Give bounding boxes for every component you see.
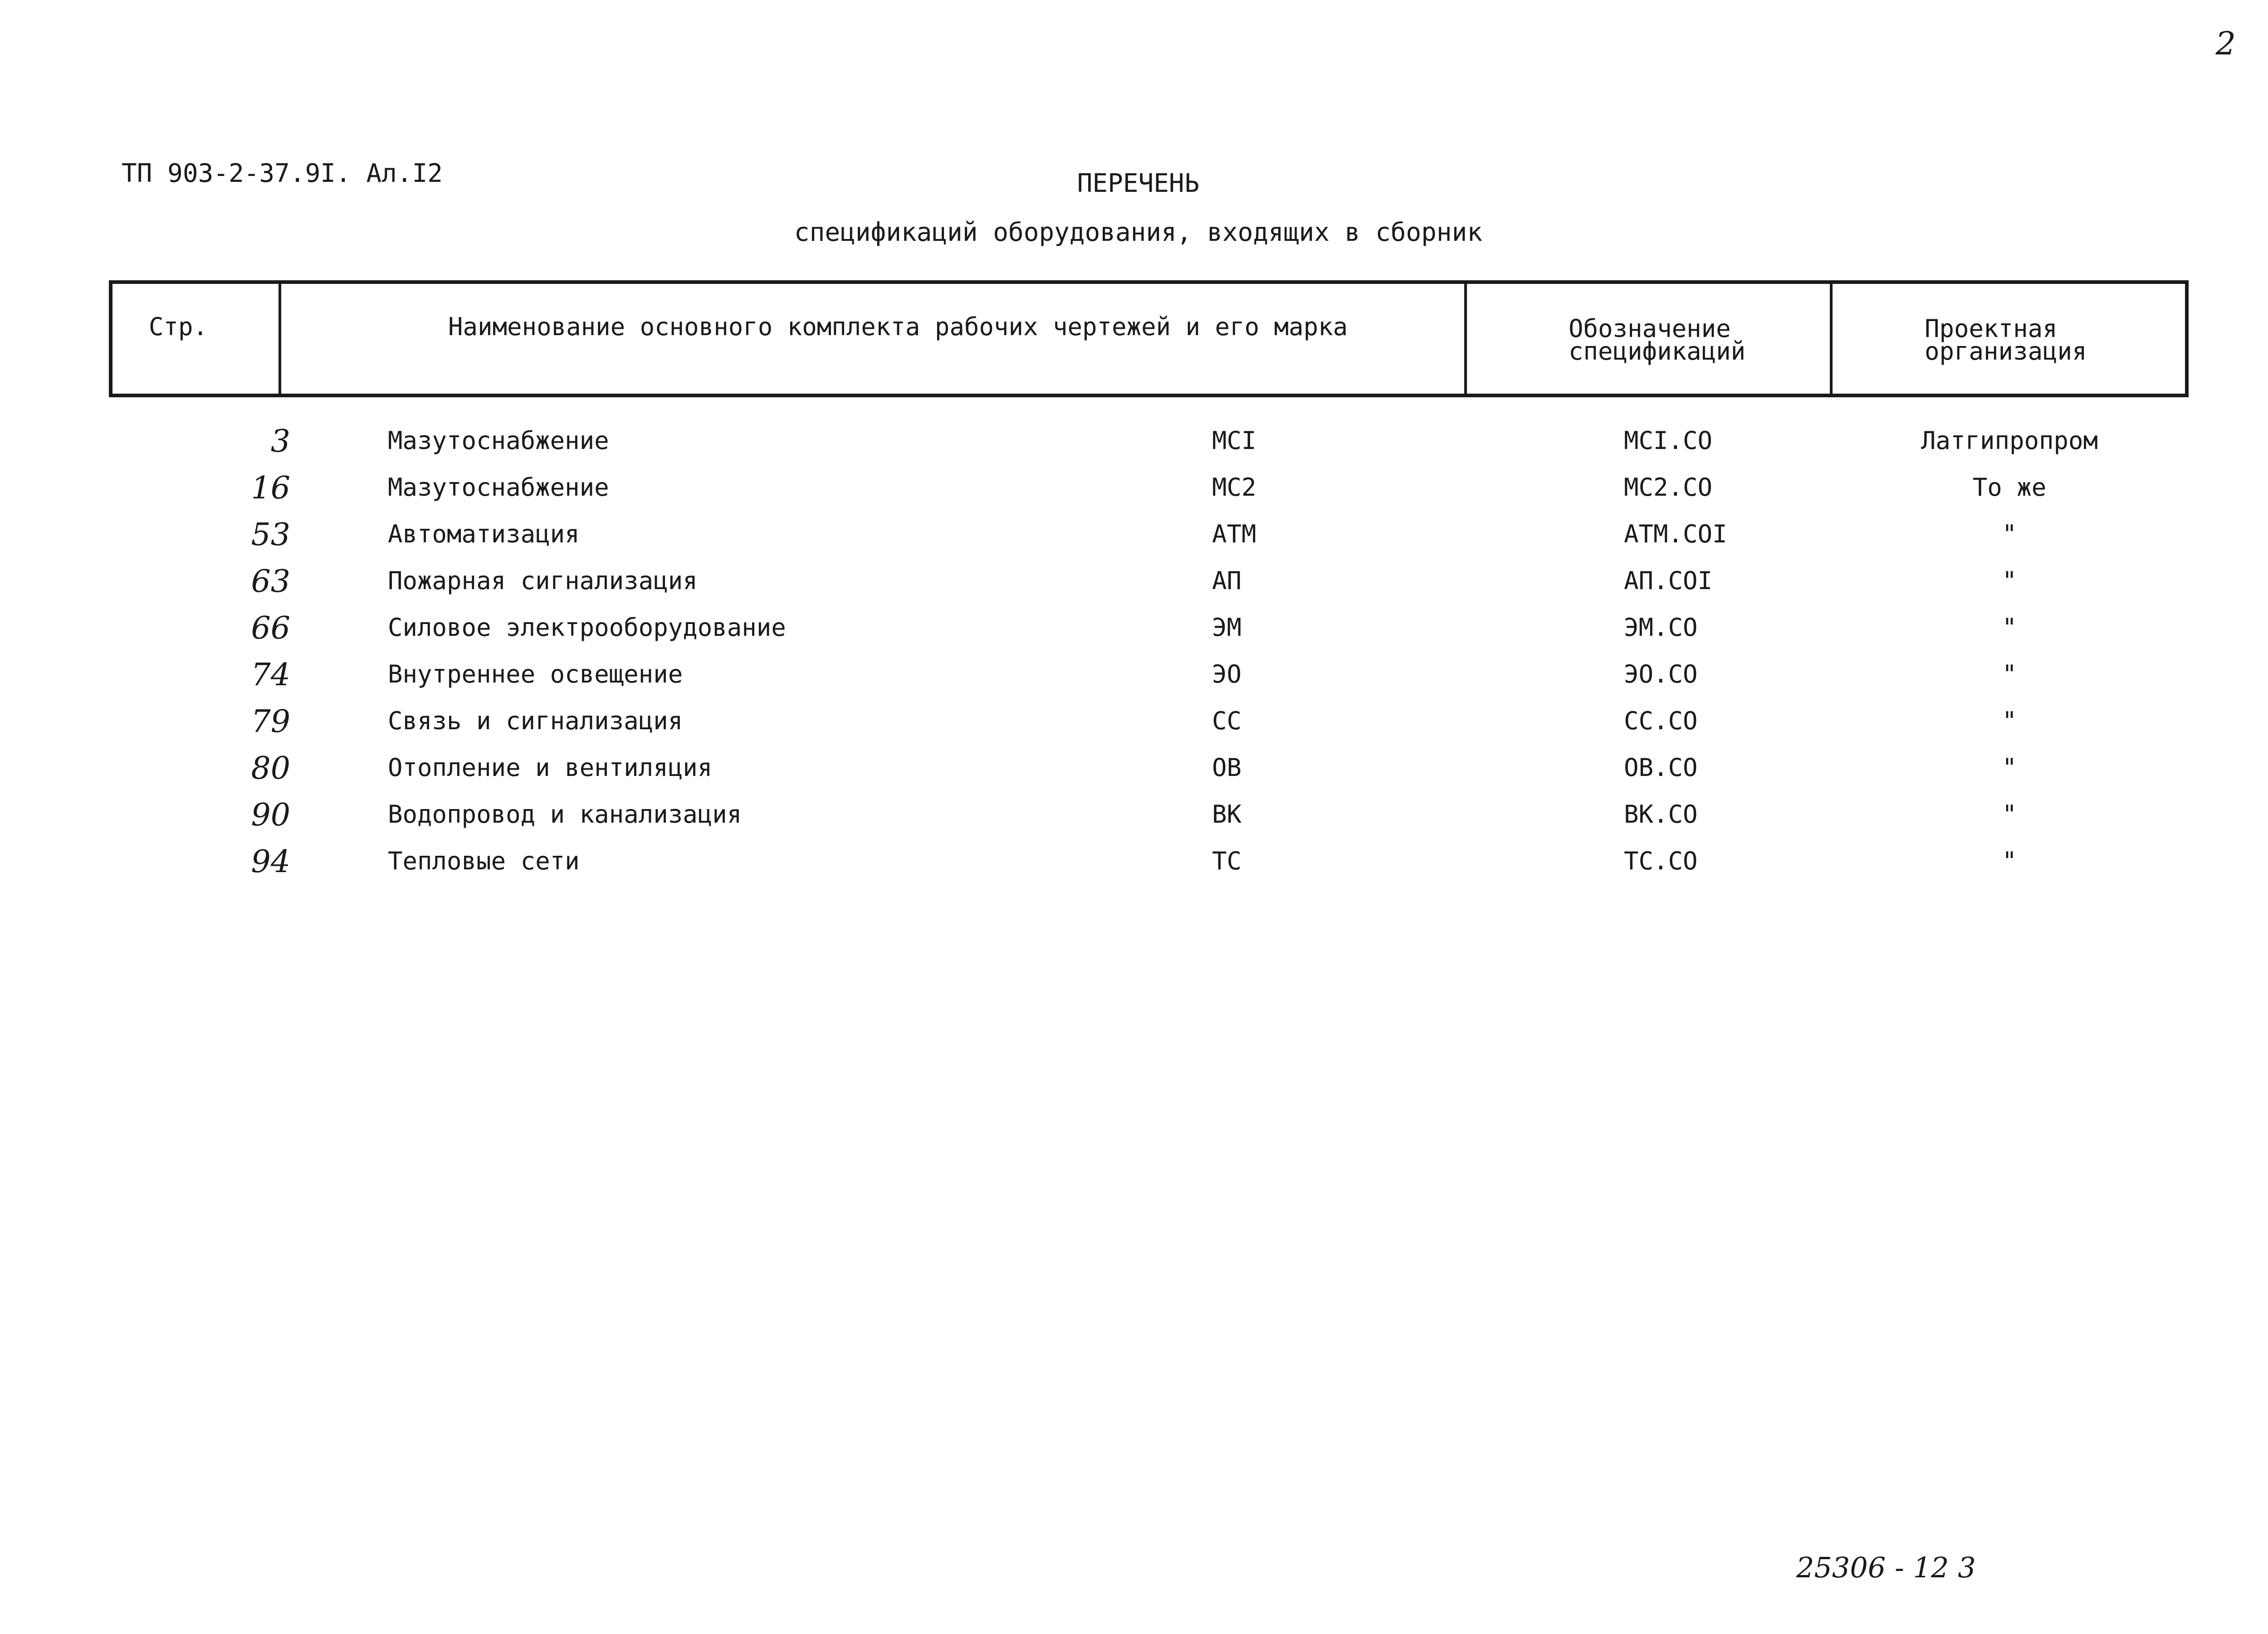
row-page: 94 [251,844,290,880]
table-row [0,753,2268,800]
row-mark: ВК [1212,800,1242,829]
row-org: " [2002,660,2017,688]
header-org-line2: организация [1925,337,2087,366]
row-mark: АП [1212,566,1242,595]
row-spec: АТМ.СОI [1624,520,1727,548]
page-title: ПЕРЕЧЕНЬ [1077,169,1200,198]
row-page: 16 [251,470,290,506]
row-page: 66 [251,610,290,646]
row-name: Водопровод и канализация [388,800,742,829]
table-row [0,704,2268,753]
row-spec: МСI.СО [1624,426,1713,455]
row-org: " [2002,800,2017,829]
row-page: 90 [251,797,290,833]
row-spec: АП.СОI [1624,566,1713,595]
row-name: Автоматизация [388,520,580,548]
row-mark: ЭО [1212,660,1242,688]
table-row [0,470,2268,520]
table-header [109,280,2189,397]
row-spec: МС2.СО [1624,473,1713,502]
row-mark: МСI [1212,426,1256,455]
row-name: Силовое электрооборудование [388,613,786,642]
header-org-line1: Проектная [1925,314,2058,343]
row-org: " [2002,707,2017,735]
row-spec: СС.СО [1624,707,1698,735]
header-spec-line2: спецификаций [1569,337,1746,366]
row-page: 80 [251,751,290,786]
row-org: " [2002,613,2017,642]
row-name: Отопление и вентиляция [388,753,713,782]
row-org: " [2002,753,2017,782]
table-row [0,844,2268,893]
page-subtitle: спецификаций оборудования, входящих в сборник [794,218,1483,247]
document-code: ТП 903-2-37.9I. Ал.I2 [122,159,443,188]
row-name: Связь и сигнализация [388,707,683,735]
table-row [0,610,2268,660]
row-name: Мазутоснабжение [388,426,609,455]
table-row [0,657,2268,707]
row-page: 53 [251,517,290,553]
row-page: 74 [251,657,290,693]
table-row [0,426,2268,473]
row-name: Пожарная сигнализация [388,566,698,595]
row-name: Тепловые сети [388,847,580,875]
row-org: То же [1972,473,2047,502]
row-spec: ОВ.СО [1624,753,1698,782]
footer-code: 25306 - 12 3 [1796,1551,1976,1584]
table-row [0,797,2268,847]
row-spec: ЭО.СО [1624,660,1698,688]
row-mark: ОВ [1212,753,1242,782]
header-page: Стр. [149,312,208,341]
table-row [0,566,2268,613]
row-mark: СС [1212,707,1242,735]
row-spec: ВК.СО [1624,800,1698,829]
row-mark: МС2 [1212,473,1256,502]
row-page: 3 [270,424,290,459]
row-name: Мазутоснабжение [388,473,609,502]
row-mark: АТМ [1212,520,1256,548]
page-number: 2 [2215,25,2236,62]
column-divider [1830,284,1833,394]
header-spec-line1: Обозначение [1569,314,1731,343]
table-row [0,517,2268,566]
row-spec: ЭМ.СО [1624,613,1698,642]
row-page: 79 [251,704,290,740]
row-org: Латгипропром [1921,426,2098,455]
row-mark: ТС [1212,847,1242,875]
row-name: Внутреннее освещение [388,660,683,688]
row-org: " [2002,847,2017,875]
row-mark: ЭМ [1212,613,1242,642]
row-page: 63 [251,564,290,600]
row-spec: ТС.СО [1624,847,1698,875]
row-org: " [2002,566,2017,595]
column-divider [279,284,281,394]
row-org: " [2002,520,2017,548]
header-name: Наименование основного комплекта рабочих чертежей и его марка [448,312,1348,341]
column-divider [1464,284,1467,394]
